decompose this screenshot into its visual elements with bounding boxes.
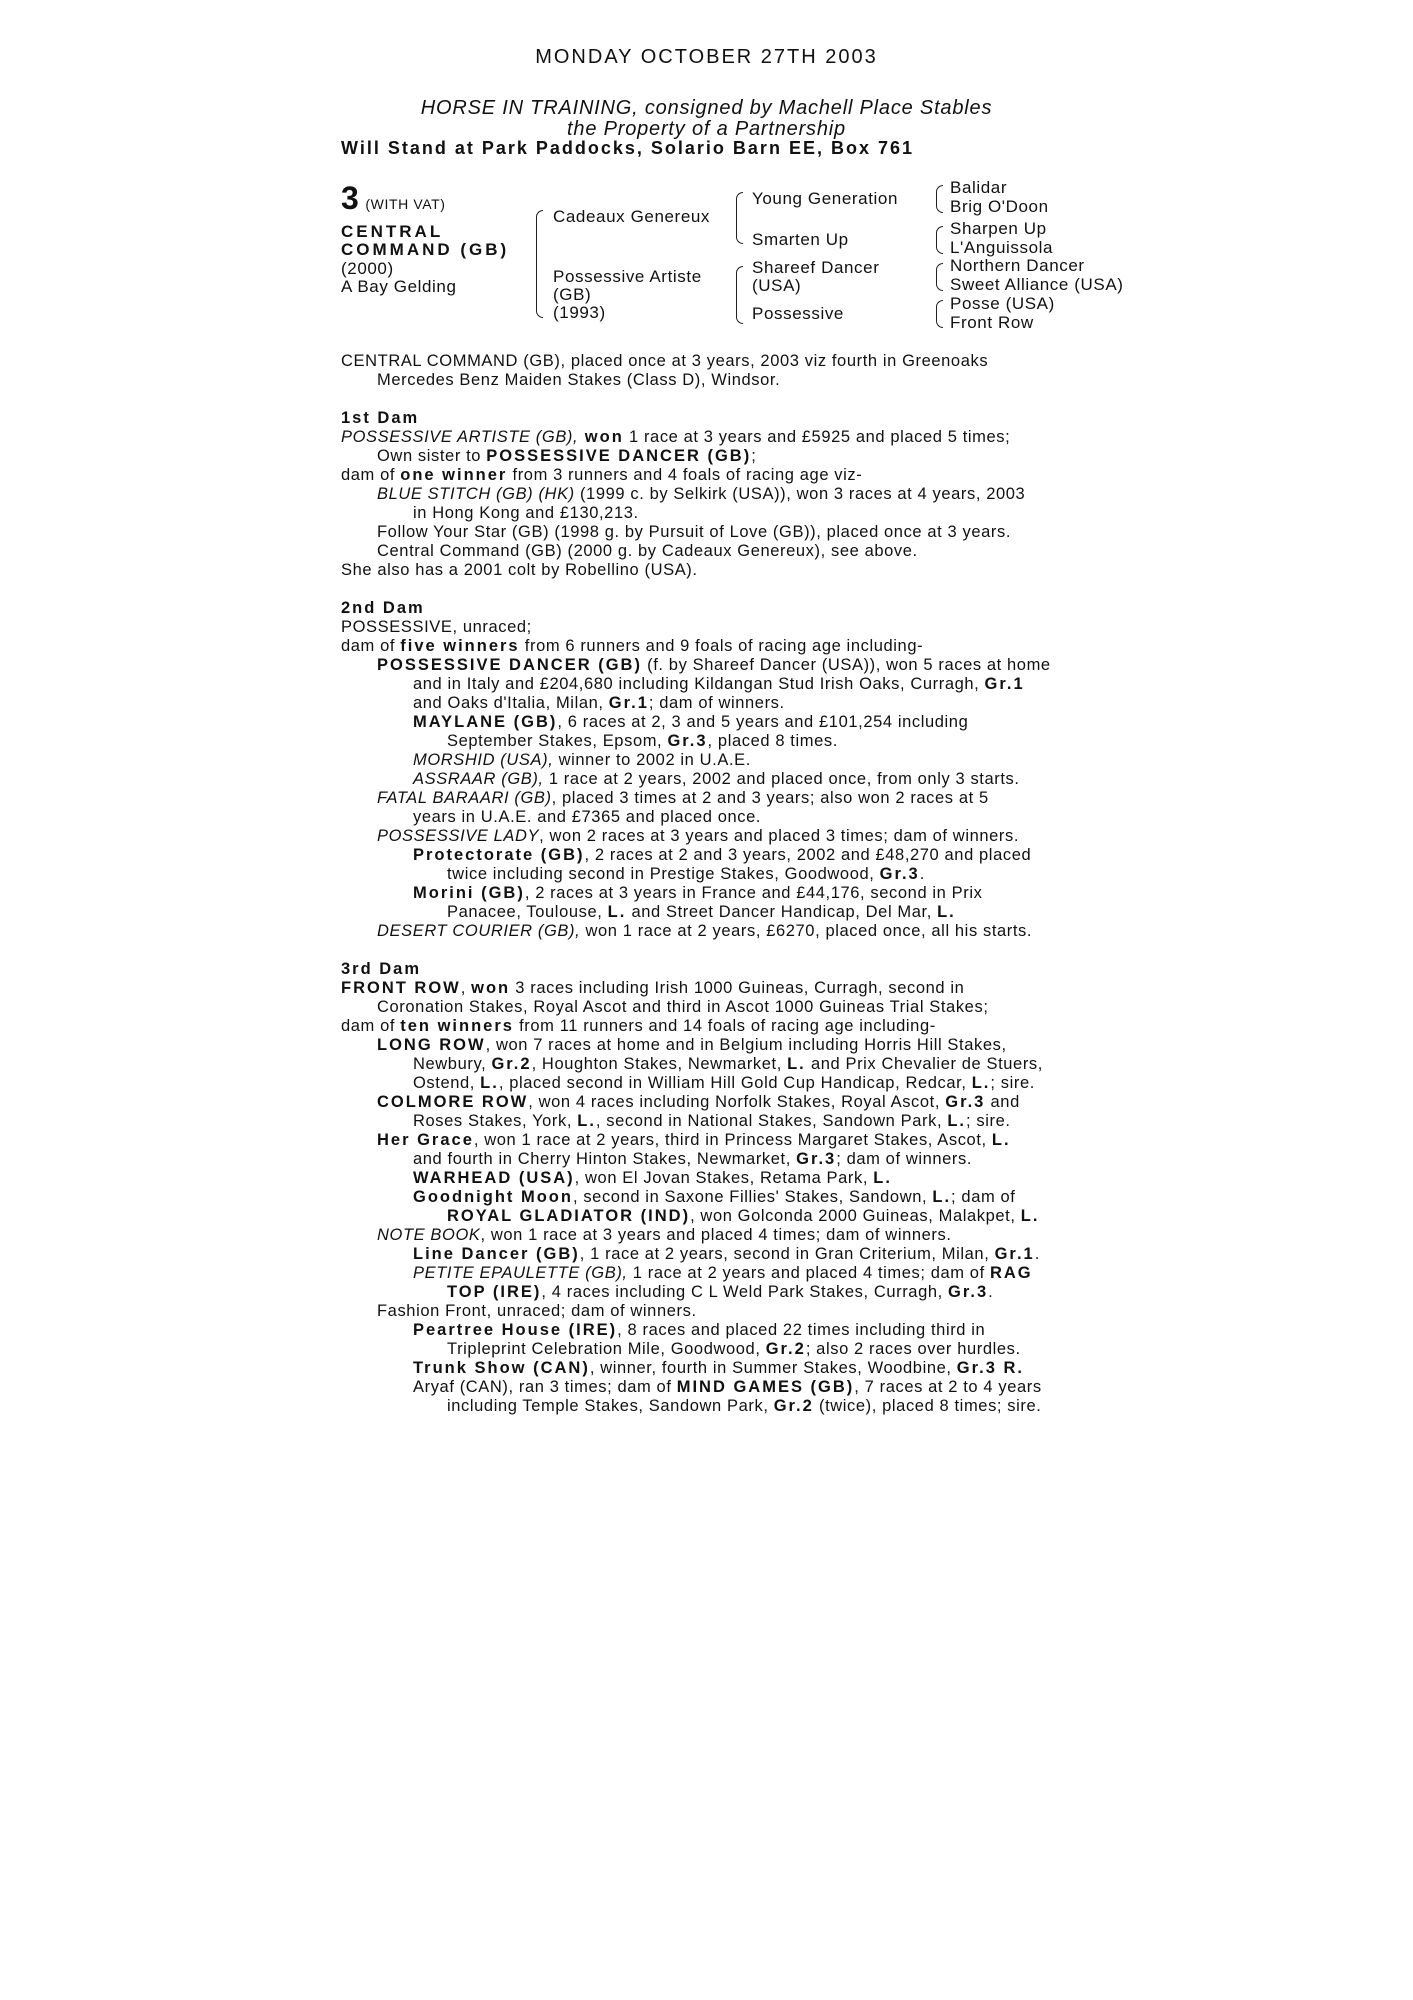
third-dam-line: Trunk Show (CAN), winner, fourth in Summer Stakes, Woodbine, Gr.3 R. — [413, 1359, 1024, 1377]
third-dam-line: Aryaf (CAN), ran 3 times; dam of MIND GAMES (GB), 7 races at 2 to 4 years — [413, 1378, 1042, 1396]
third-dam-line: WARHEAD (USA), won El Jovan Stakes, Retama Park, L. — [413, 1169, 892, 1187]
produce-record — [341, 352, 1081, 1416]
second-dam-line: Panacee, Toulouse, L. and Street Dancer Handicap, Del Mar, L. — [447, 903, 956, 921]
ancestor-ssd: Brig O'Doon — [950, 197, 1049, 216]
second-dam-heading: 2nd Dam — [341, 599, 425, 617]
second-dam-line: dam of five winners from 6 runners and 9 foals of racing age including- — [341, 637, 924, 655]
first-dam-line: Own sister to POSSESSIVE DANCER (GB); — [377, 447, 757, 465]
ancestor-dsd: Sweet Alliance (USA) — [950, 275, 1124, 294]
ancestor-dds: Posse (USA) — [950, 294, 1055, 313]
ancestor-sdd: L'Anguissola — [950, 238, 1054, 257]
third-dam-line: LONG ROW, won 7 races at home and in Belgium including Horris Hill Stakes, — [377, 1036, 1007, 1054]
third-dam-line: Goodnight Moon, second in Saxone Fillies' Stakes, Sandown, L.; dam of — [413, 1188, 1016, 1206]
sale-date: MONDAY OCTOBER 27TH 2003 — [535, 46, 878, 68]
first-dam-line: in Hong Kong and £130,213. — [413, 504, 639, 522]
third-dam-line: and fourth in Cherry Hinton Stakes, Newmarket, Gr.3; dam of winners. — [413, 1150, 973, 1168]
first-dam-heading: 1st Dam — [341, 409, 420, 427]
first-dam-line: Follow Your Star (GB) (1998 g. by Pursuit of Love (GB)), placed once at 3 years. — [377, 523, 1012, 541]
ancestor-sds: Sharpen Up — [950, 219, 1047, 238]
third-dam-line: FRONT ROW, won 3 races including Irish 1000 Guineas, Curragh, second in — [341, 979, 965, 997]
third-dam-line: Peartree House (IRE), 8 races and placed 22 times including third in — [413, 1321, 986, 1339]
second-dam-line: MAYLANE (GB), 6 races at 2, 3 and 5 years and £101,254 including — [413, 713, 969, 731]
second-dam-line: DESERT COURIER (GB), won 1 race at 2 years, £6270, placed once, all his starts. — [377, 922, 1033, 940]
vat-note: (WITH VAT) — [365, 196, 446, 212]
second-dam-line: twice including second in Prestige Stakes, Goodwood, Gr.3. — [447, 865, 925, 883]
pedigree-brace — [936, 263, 943, 291]
third-dam-line: NOTE BOOK, won 1 race at 3 years and placed 4 times; dam of winners. — [377, 1226, 952, 1244]
third-dam-heading: 3rd Dam — [341, 960, 422, 978]
first-dam-line: dam of one winner from 3 runners and 4 foals of racing age viz- — [341, 466, 863, 484]
horse-description: A Bay Gelding — [341, 277, 457, 296]
third-dam-line: Newbury, Gr.2, Houghton Stakes, Newmarket, L. and Prix Chevalier de Stuers, — [413, 1055, 1043, 1073]
third-dam-line: TOP (IRE), 4 races including C L Weld Park Stakes, Curragh, Gr.3. — [447, 1283, 994, 1301]
pedigree-brace — [536, 210, 543, 318]
stabling-line: Will Stand at Park Paddocks, Solario Barn EE, Box 761 — [341, 138, 914, 158]
dam-sire-origin: (USA) — [752, 276, 802, 295]
pedigree-brace — [736, 266, 743, 324]
dam: Possessive Artiste — [553, 267, 702, 286]
property-line: the Property of a Partnership — [567, 118, 846, 140]
second-dam-line: POSSESSIVE LADY, won 2 races at 3 years and placed 3 times; dam of winners. — [377, 827, 1020, 845]
second-dam-line: ASSRAAR (GB), 1 race at 2 years, 2002 and placed once, from only 3 starts. — [413, 770, 1020, 788]
ancestor-dss: Northern Dancer — [950, 256, 1085, 275]
first-dam-line: She also has a 2001 colt by Robellino (USA). — [341, 561, 698, 579]
lot-number-block — [341, 180, 446, 217]
dam-dam: Possessive — [752, 304, 844, 323]
third-dam-line: Her Grace, won 1 race at 2 years, third in Princess Margaret Stakes, Ascot, L. — [377, 1131, 1011, 1149]
third-dam-line: Line Dancer (GB), 1 race at 2 years, second in Gran Criterium, Milan, Gr.1. — [413, 1245, 1040, 1263]
horse-year: (2000) — [341, 259, 394, 278]
summary-line: Mercedes Benz Maiden Stakes (Class D), Windsor. — [377, 371, 781, 389]
third-dam-line: Tripleprint Celebration Mile, Goodwood, Gr.2; also 2 races over hurdles. — [447, 1340, 1021, 1358]
sire-dam: Smarten Up — [752, 230, 849, 249]
sire-sire: Young Generation — [752, 189, 899, 208]
pedigree-brace — [936, 226, 943, 254]
second-dam-line: POSSESSIVE, unraced; — [341, 618, 532, 636]
second-dam-line: Morini (GB), 2 races at 3 years in France and £44,176, second in Prix — [413, 884, 983, 902]
lot-number: 3 — [341, 180, 360, 216]
first-dam-line: BLUE STITCH (GB) (HK) (1999 c. by Selkirk (USA)), won 3 races at 4 years, 2003 — [377, 485, 1026, 503]
third-dam-line: COLMORE ROW, won 4 races including Norfolk Stakes, Royal Ascot, Gr.3 and — [377, 1093, 1020, 1111]
third-dam-line: ROYAL GLADIATOR (IND), won Golconda 2000 Guineas, Malakpet, L. — [447, 1207, 1040, 1225]
third-dam-line: Ostend, L., placed second in William Hill Gold Cup Handicap, Redcar, L.; sire. — [413, 1074, 1035, 1092]
third-dam-line: Coronation Stakes, Royal Ascot and third in Ascot 1000 Guineas Trial Stakes; — [377, 998, 989, 1016]
consignor-line: HORSE IN TRAINING, consigned by Machell Place Stables — [420, 97, 993, 119]
sire: Cadeaux Genereux — [553, 207, 711, 226]
third-dam-line: Fashion Front, unraced; dam of winners. — [377, 1302, 697, 1320]
ancestor-sss: Balidar — [950, 178, 1008, 197]
third-dam-line: Roses Stakes, York, L., second in National Stakes, Sandown Park, L.; sire. — [413, 1112, 1011, 1130]
third-dam-line: including Temple Stakes, Sandown Park, Gr.2 (twice), placed 8 times; sire. — [447, 1397, 1042, 1415]
dam-sire: Shareef Dancer — [752, 258, 880, 277]
third-dam-line: dam of ten winners from 11 runners and 14 foals of racing age including- — [341, 1017, 936, 1035]
second-dam-line: Protectorate (GB), 2 races at 2 and 3 years, 2002 and £48,270 and placed — [413, 846, 1032, 864]
second-dam-line: and Oaks d'Italia, Milan, Gr.1; dam of winners. — [413, 694, 785, 712]
pedigree-brace — [936, 300, 943, 328]
pedigree-brace — [736, 192, 743, 244]
third-dam-line: PETITE EPAULETTE (GB), 1 race at 2 years and placed 4 times; dam of RAG — [413, 1264, 1033, 1282]
second-dam-line: years in U.A.E. and £7365 and placed once. — [413, 808, 762, 826]
second-dam-line: MORSHID (USA), winner to 2002 in U.A.E. — [413, 751, 751, 769]
first-dam-line: Central Command (GB) (2000 g. by Cadeaux Genereux), see above. — [377, 542, 918, 560]
second-dam-line: FATAL BARAARI (GB), placed 3 times at 2 and 3 years; also won 2 races at 5 — [377, 789, 989, 807]
second-dam-line: September Stakes, Epsom, Gr.3, placed 8 times. — [447, 732, 838, 750]
dam-origin: (GB) — [553, 285, 592, 304]
horse-name-line2: COMMAND (GB) — [341, 240, 510, 259]
ancestor-ddd: Front Row — [950, 313, 1034, 332]
dam-year: (1993) — [553, 303, 606, 322]
first-dam-line: POSSESSIVE ARTISTE (GB), won 1 race at 3 years and £5925 and placed 5 times; — [341, 428, 1011, 446]
summary-line: CENTRAL COMMAND (GB), placed once at 3 years, 2003 viz fourth in Greenoaks — [341, 352, 989, 370]
horse-name-line1: CENTRAL — [341, 222, 444, 241]
second-dam-line: POSSESSIVE DANCER (GB) (f. by Shareef Dancer (USA)), won 5 races at home — [377, 656, 1051, 674]
second-dam-line: and in Italy and £204,680 including Kildangan Stud Irish Oaks, Curragh, Gr.1 — [413, 675, 1025, 693]
pedigree-brace — [936, 185, 943, 213]
